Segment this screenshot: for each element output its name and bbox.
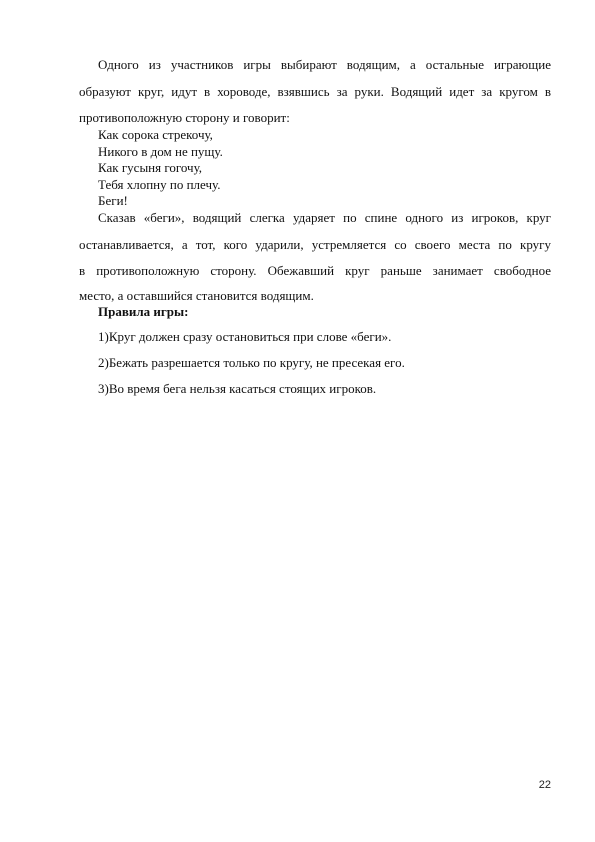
action-line-3: в противоположную сторону. Обежавший круг раньше занимает свободное (79, 263, 551, 278)
intro-line-3: противоположную сторону и говорит: (79, 110, 290, 125)
intro-line-2: образуют круг, идут в хороводе, взявшись за руки. Водящий идет за кругом в (79, 84, 551, 99)
verse-line-2: Никого в дом не пущу. (98, 144, 223, 159)
action-line-1: Сказав «беги», водящий слегка ударяет по спине одного из игроков, круг (98, 210, 551, 225)
verse-line-1: Как сорока стрекочу, (98, 127, 213, 142)
verse-line-5: Беги! (98, 193, 128, 208)
page-number: 22 (538, 779, 551, 791)
rule-item-3: 3)Во время бега нельзя касаться стоящих игроков. (98, 381, 377, 396)
verse-line-4: Тебя хлопну по плечу. (98, 177, 221, 192)
action-line-2: останавливается, а тот, кого ударили, устремляется со своего места по кругу (79, 237, 551, 252)
verse-line-3: Как гусыня гогочу, (98, 160, 203, 175)
rule-item-2: 2)Бежать разрешается только по кругу, не пресекая его. (98, 355, 405, 370)
action-line-4: место, а оставшийся становится водящим. (79, 288, 314, 303)
intro-line-1: Одного из участников игры выбирают водящим, а остальные играющие (98, 57, 551, 72)
rule-item-1: 1)Круг должен сразу остановиться при слове «беги». (98, 329, 392, 344)
rules-heading: Правила игры: (98, 304, 189, 319)
